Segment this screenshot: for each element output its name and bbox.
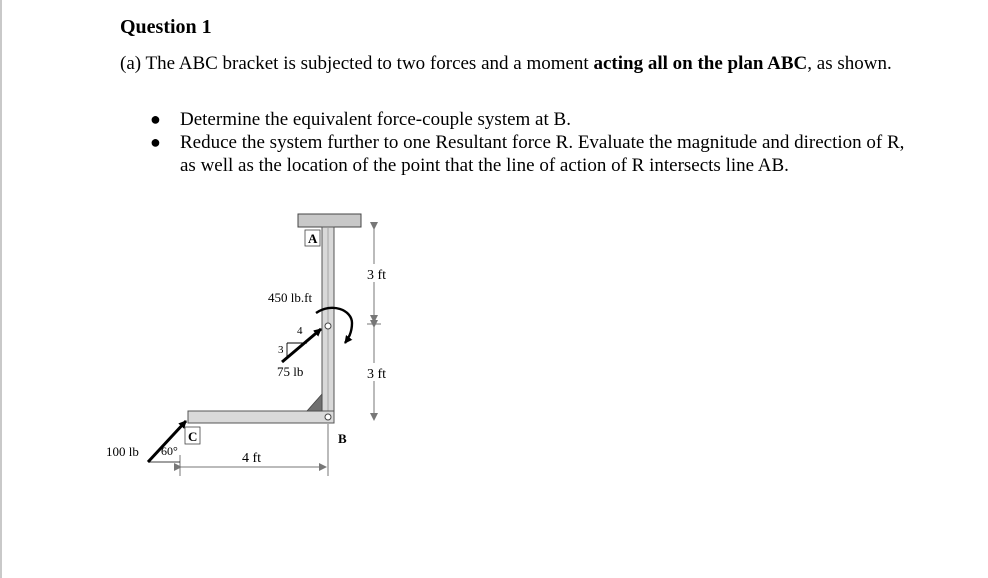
force-100-label: 100 lb <box>106 444 139 459</box>
dim-top-label: 3 ft <box>367 268 387 283</box>
point-b-marker <box>325 414 331 420</box>
slope-run-label: 4 <box>297 325 303 337</box>
point-c-label: C <box>188 429 198 444</box>
slope-rise-label: 3 <box>278 344 284 356</box>
point-a-label: A <box>308 231 318 246</box>
moment-pivot <box>325 323 331 329</box>
point-b-label: B <box>338 431 347 446</box>
part-a-suffix: , as shown. <box>807 53 892 74</box>
moment-label: 450 lb.ft <box>268 290 313 305</box>
dim-horizontal-label: 4 ft <box>242 451 262 466</box>
force-75-label: 75 lb <box>277 364 304 379</box>
part-a-emphasis: acting all on the plan ABC <box>593 53 808 74</box>
angle-label: 60° <box>161 444 178 458</box>
horizontal-bar-bc <box>188 411 334 423</box>
bullet-icon: ● <box>150 109 161 129</box>
bullet-icon: ● <box>150 132 161 152</box>
task-text: Reduce the system further to one Resultant force R. Evaluate the magnitude and direction of R, as well as the location of the point that the line of action of R intersects line AB. <box>180 132 905 176</box>
task-text: Determine the equivalent force-couple system at B. <box>180 109 571 130</box>
corner-gusset <box>307 394 322 411</box>
part-a-prefix: (a) The ABC bracket is subjected to two forces and a moment <box>120 53 594 74</box>
dim-bottom-label: 3 ft <box>367 367 387 382</box>
ceiling-support <box>298 214 361 227</box>
question-heading: Question 1 <box>120 16 212 38</box>
